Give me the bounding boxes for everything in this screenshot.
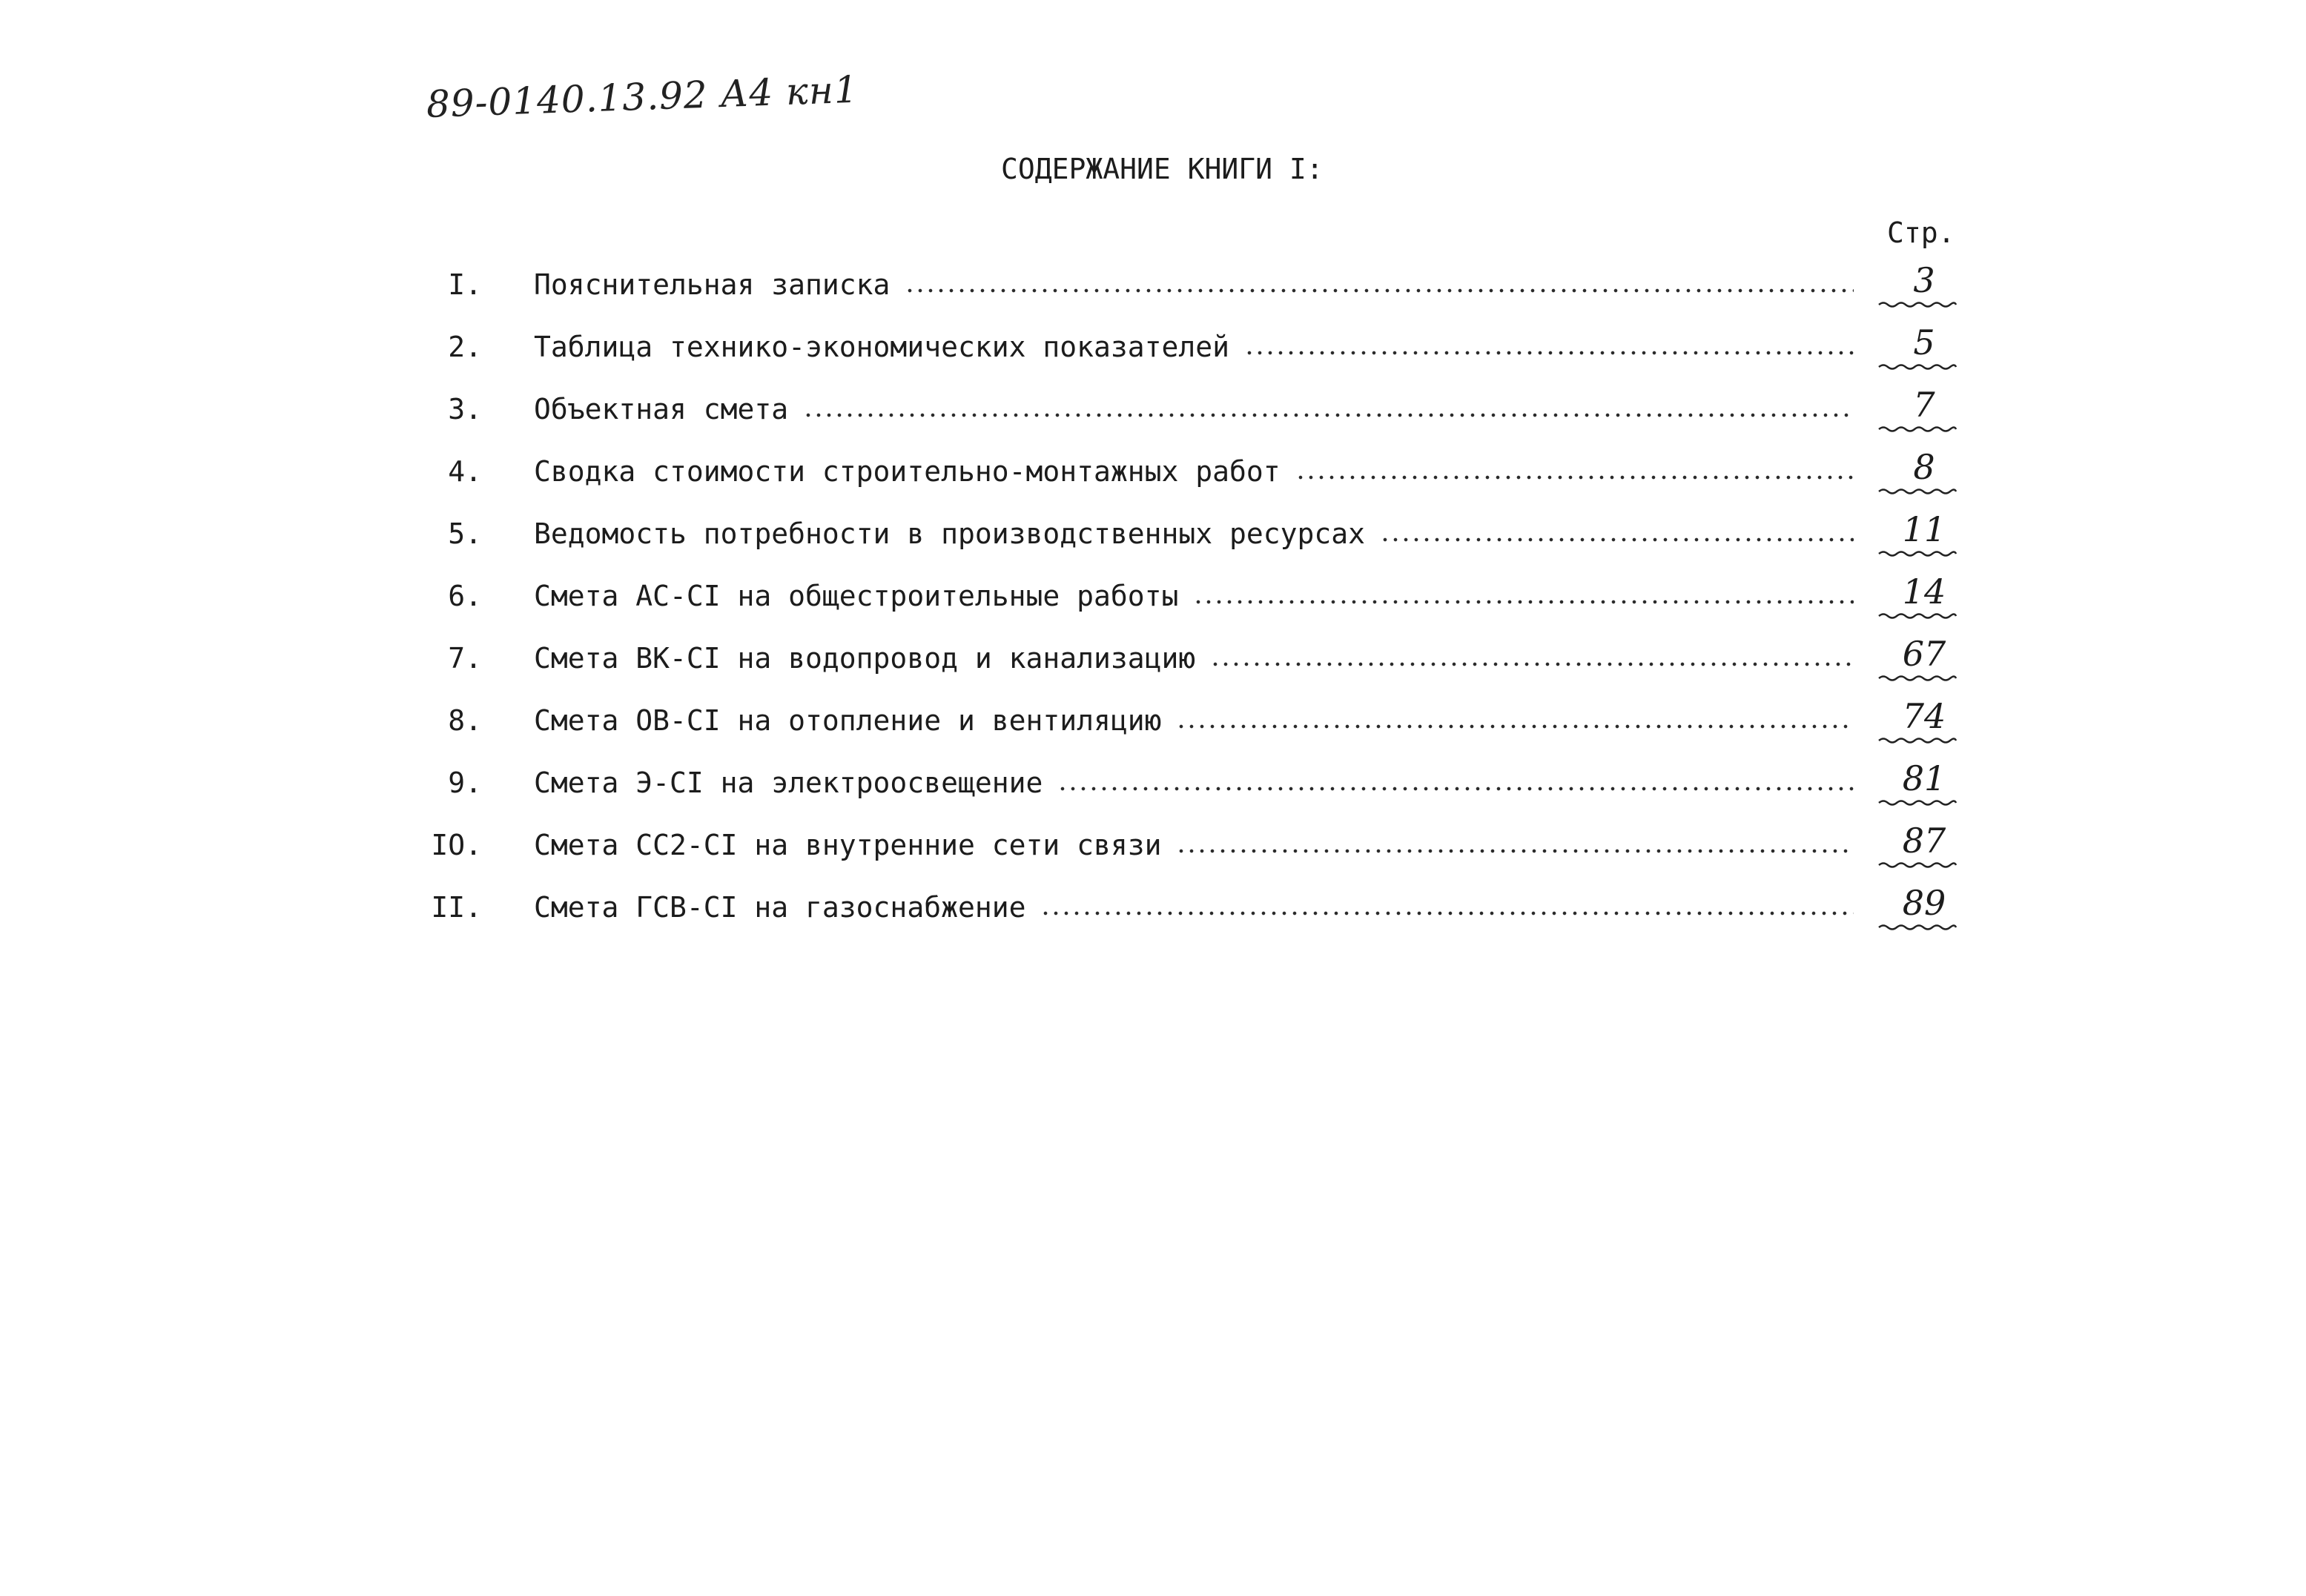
toc-entry [0,254,2306,316]
entry-line [534,876,1854,938]
toc-entry [0,627,2306,689]
wavy-underline [1877,799,1958,807]
toc-entry [0,316,2306,378]
entry-title: Таблица технико-экономических показателей [534,331,1229,363]
toc-entry [0,876,2306,938]
entry-page-number: 74 [1902,696,1946,736]
wavy-underline [1877,861,1958,869]
entry-page-number: 8 [1913,447,1935,487]
dot-leader [1040,911,1854,915]
dot-leader [1244,351,1854,355]
page-title: СОДЕРЖАНИЕ КНИГИ I: [1001,153,1324,185]
entry-line [534,440,1854,503]
entry-title: Объектная смета [534,393,789,426]
dot-leader [1057,787,1854,791]
entry-number: IO. [431,829,482,861]
wavy-underline [1877,924,1958,931]
entry-number: II. [431,891,482,924]
toc-entry [0,565,2306,627]
entry-page-number: 67 [1902,634,1946,674]
entry-line [534,316,1854,378]
dot-leader [1380,537,1854,542]
entry-line [534,814,1854,876]
entry-number: 9. [448,766,482,799]
entry-title: Смета ОВ-СI на отопление и вентиляцию [534,704,1162,737]
entry-number: 4. [448,455,482,488]
entry-number: 6. [448,580,482,612]
handwritten-document-code: 89-0140.13.92 А4 кн1 [425,67,859,126]
page-column-header: Стр. [1887,216,1955,249]
entry-title: Смета СС2-СI на внутренние сети связи [534,829,1162,861]
wavy-underline [1877,488,1958,495]
entry-number: 3. [448,393,482,426]
wavy-underline [1877,612,1958,620]
entry-line [534,689,1854,752]
entry-page-number: 3 [1913,260,1935,300]
entry-line [534,565,1854,627]
dot-leader [1176,724,1854,729]
toc-entry [0,378,2306,440]
dot-leader [1295,475,1854,480]
entry-number: 8. [448,704,482,737]
entry-title: Смета Э-СI на электроосвещение [534,766,1043,799]
wavy-underline [1877,426,1958,433]
entry-title: Смета ГСВ-СI на газоснабжение [534,891,1026,924]
entry-title: Смета ВК-СI на водопровод и канализацию [534,642,1196,675]
entry-title: Смета АС-СI на общестроительные работы [534,580,1179,612]
entry-number: 7. [448,642,482,675]
dot-leader [1176,849,1854,853]
dot-leader [803,413,1854,417]
wavy-underline [1877,675,1958,682]
dot-leader [905,288,1854,293]
entry-page-number: 5 [1913,322,1935,362]
entry-page-number: 14 [1902,572,1946,612]
entry-page-number: 81 [1902,758,1946,798]
entry-number: 2. [448,331,482,363]
dot-leader [1210,662,1854,666]
entry-page-number: 89 [1902,883,1946,923]
entry-page-number: 7 [1913,385,1935,425]
wavy-underline [1877,363,1958,371]
entry-line [534,378,1854,440]
entry-line [534,254,1854,316]
toc-entry [0,814,2306,876]
toc-entry [0,752,2306,814]
entry-line [534,752,1854,814]
entry-page-number: 11 [1902,509,1946,549]
entry-number: I. [448,268,482,301]
toc-entry [0,503,2306,565]
toc-entry [0,440,2306,503]
entry-title: Пояснительная записка [534,268,891,301]
entry-page-number: 87 [1902,821,1946,861]
entry-title: Ведомость потребности в производственных ресурсах [534,517,1366,550]
wavy-underline [1877,550,1958,557]
toc-entry [0,689,2306,752]
entry-line [534,503,1854,565]
dot-leader [1193,600,1854,604]
wavy-underline [1877,737,1958,744]
entry-line [534,627,1854,689]
entry-number: 5. [448,517,482,550]
entry-title: Сводка стоимости строительно-монтажных работ [534,455,1281,488]
wavy-underline [1877,301,1958,308]
